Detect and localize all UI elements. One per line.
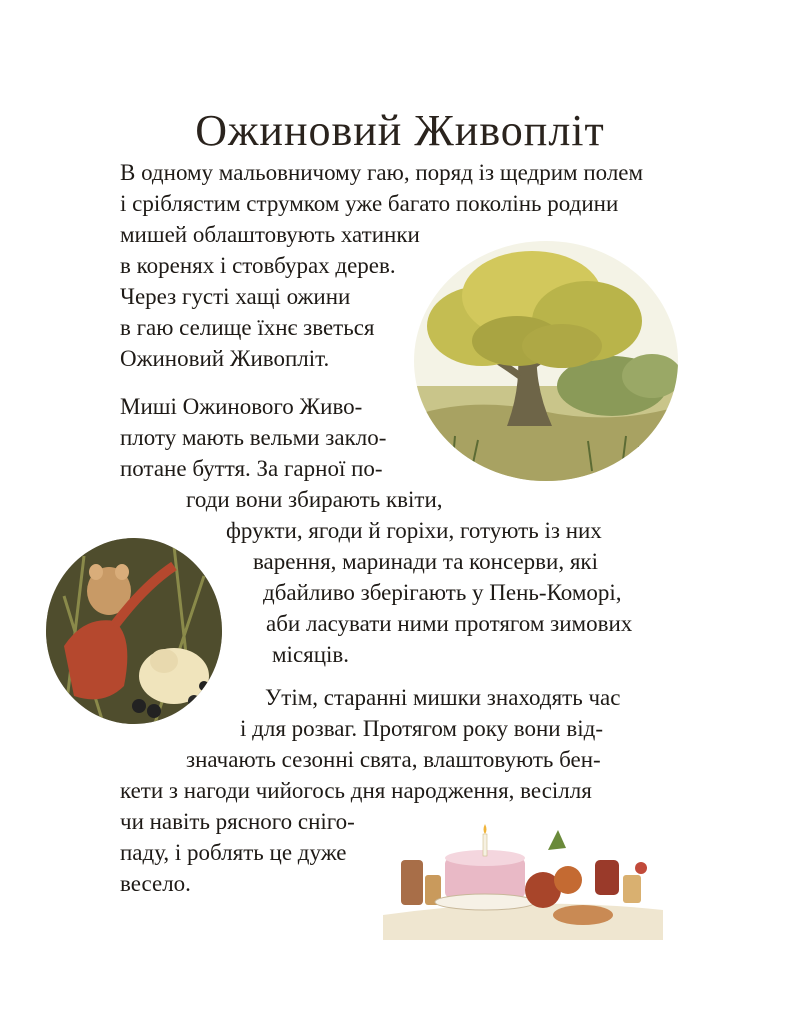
text-line: в коренях і стовбурах дерев. bbox=[120, 253, 396, 278]
text-line: варення, маринади та консерви, які bbox=[253, 549, 598, 574]
text-line: В одному мальовничому гаю, поряд із щедрим полем bbox=[120, 160, 644, 185]
text-line: Утім, старанні мишки знаходять час bbox=[265, 685, 621, 710]
text-line: годи вони збирають квіти, bbox=[186, 487, 443, 512]
feast-table-with-cake-illustration bbox=[383, 820, 663, 940]
oak-tree-illustration bbox=[412, 236, 680, 486]
mouse-picking-berries-illustration bbox=[44, 536, 224, 726]
page-title: Ожиновий Живопліт bbox=[195, 106, 605, 156]
text-line: значають сезонні свята, влаштовують бен- bbox=[186, 747, 601, 772]
text-line: місяців. bbox=[272, 642, 350, 667]
text-line: весело. bbox=[120, 871, 191, 896]
text-line: в гаю селище їхнє зветься bbox=[120, 315, 375, 340]
text-line: паду, і роблять це дуже bbox=[120, 840, 347, 865]
text-line: Ожиновий Живопліт. bbox=[120, 346, 330, 371]
text-line: кети з нагоди чийогось дня народження, весілля bbox=[120, 778, 592, 803]
text-line: мишей облаштовують хатинки bbox=[120, 222, 420, 247]
text-line: Через густі хащі ожини bbox=[120, 284, 351, 309]
text-line: фрукти, ягоди й горіхи, готують із них bbox=[226, 518, 602, 543]
text-line: дбайливо зберігають у Пень-Коморі, bbox=[263, 580, 622, 605]
text-line: плоту мають вельми закло- bbox=[120, 425, 387, 450]
text-line: чи навіть рясного сніго- bbox=[120, 809, 355, 834]
text-line: і для розваг. Протягом року вони від- bbox=[240, 716, 603, 741]
text-line: Миші Ожинового Живо- bbox=[120, 394, 363, 419]
text-line: і сріблястим струмком уже багато поколінь родини bbox=[120, 191, 619, 216]
text-line: аби ласувати ними протягом зимових bbox=[266, 611, 633, 636]
text-line: потане буття. За гарної по- bbox=[120, 456, 383, 481]
